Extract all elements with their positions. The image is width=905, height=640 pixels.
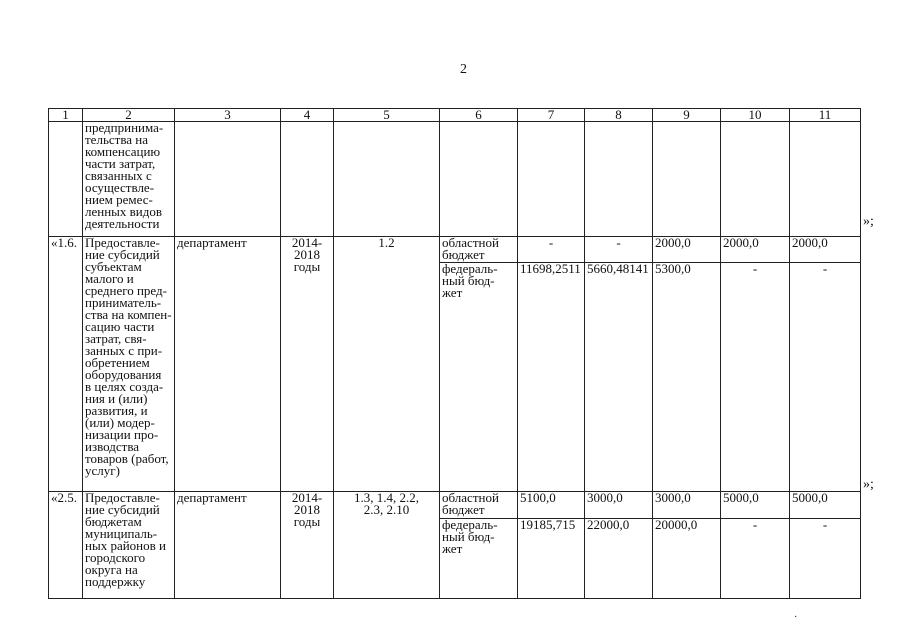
stray-dot: · (794, 612, 798, 623)
table-row (49, 492, 861, 519)
measure-name-cell: предпринима- тельства на компенсацию части затрат, связанных с осуществле- нием ремес- ленных видов деятельности (83, 122, 175, 237)
header-cell: 4 (281, 109, 334, 122)
header-cell: 2 (83, 109, 175, 122)
header-cell: 3 (175, 109, 281, 122)
value-cell: 3000,0 (585, 492, 653, 519)
measure-name-cell: Предоставле- ние субсидий бюджетам муниципаль- ных районов и городского округа на поддержку (83, 492, 175, 599)
closing-quote-mark: »; (863, 477, 874, 492)
indicator-cell: 1.3, 1.4, 2.2, 2.3, 2.10 (334, 492, 440, 599)
source-cell: областной бюджет (440, 237, 518, 263)
years-cell: 2014- 2018 годы (281, 237, 334, 492)
value-cell: - (585, 237, 653, 263)
header-row (49, 109, 861, 122)
value-cell: 20000,0 (653, 519, 721, 599)
indicator-cell: 1.2 (334, 237, 440, 492)
budget-table (48, 108, 861, 599)
table-row (49, 122, 861, 237)
value-cell: - (721, 263, 790, 492)
source-cell: областной бюджет (440, 492, 518, 519)
value-cell: - (790, 519, 861, 599)
row-number: «1.6. (49, 237, 83, 492)
value-cell: 5100,0 (518, 492, 585, 519)
value-cell: 11698,2511 (518, 263, 585, 492)
value-cell: 22000,0 (585, 519, 653, 599)
years-cell: 2014- 2018 годы (281, 492, 334, 599)
source-cell: федераль- ный бюд- жет (440, 263, 518, 492)
source-cell: федераль- ный бюд- жет (440, 519, 518, 599)
value-cell: 3000,0 (653, 492, 721, 519)
value-cell: - (721, 519, 790, 599)
measure-name-cell: Предоставле- ние субсидий субъектам малого и среднего пред- приниматель- ства на компен- сацию части затрат, свя- занных с при- обретением оборудования в целях созда- ния и (или) развития, и (или) модер- низации про- изводства товаров (работ, услуг) (83, 237, 175, 492)
value-cell: 2000,0 (790, 237, 861, 263)
value-cell: 19185,715 (518, 519, 585, 599)
header-cell: 5 (334, 109, 440, 122)
value-cell: 5000,0 (790, 492, 861, 519)
closing-quote-mark: »; (863, 214, 874, 229)
header-cell: 1 (49, 109, 83, 122)
header-cell: 7 (518, 109, 585, 122)
value-cell: - (518, 237, 585, 263)
page-number: 2 (460, 62, 467, 77)
header-cell: 6 (440, 109, 518, 122)
executor-cell: департамент (175, 237, 281, 492)
value-cell: 2000,0 (721, 237, 790, 263)
value-cell: - (790, 263, 861, 492)
value-cell: 5300,0 (653, 263, 721, 492)
value-cell: 2000,0 (653, 237, 721, 263)
row-number: «2.5. (49, 492, 83, 599)
header-cell: 11 (790, 109, 861, 122)
executor-cell: департамент (175, 492, 281, 599)
table-row (49, 237, 861, 263)
value-cell: 5660,48141 (585, 263, 653, 492)
header-cell: 9 (653, 109, 721, 122)
value-cell: 5000,0 (721, 492, 790, 519)
header-cell: 10 (721, 109, 790, 122)
header-cell: 8 (585, 109, 653, 122)
